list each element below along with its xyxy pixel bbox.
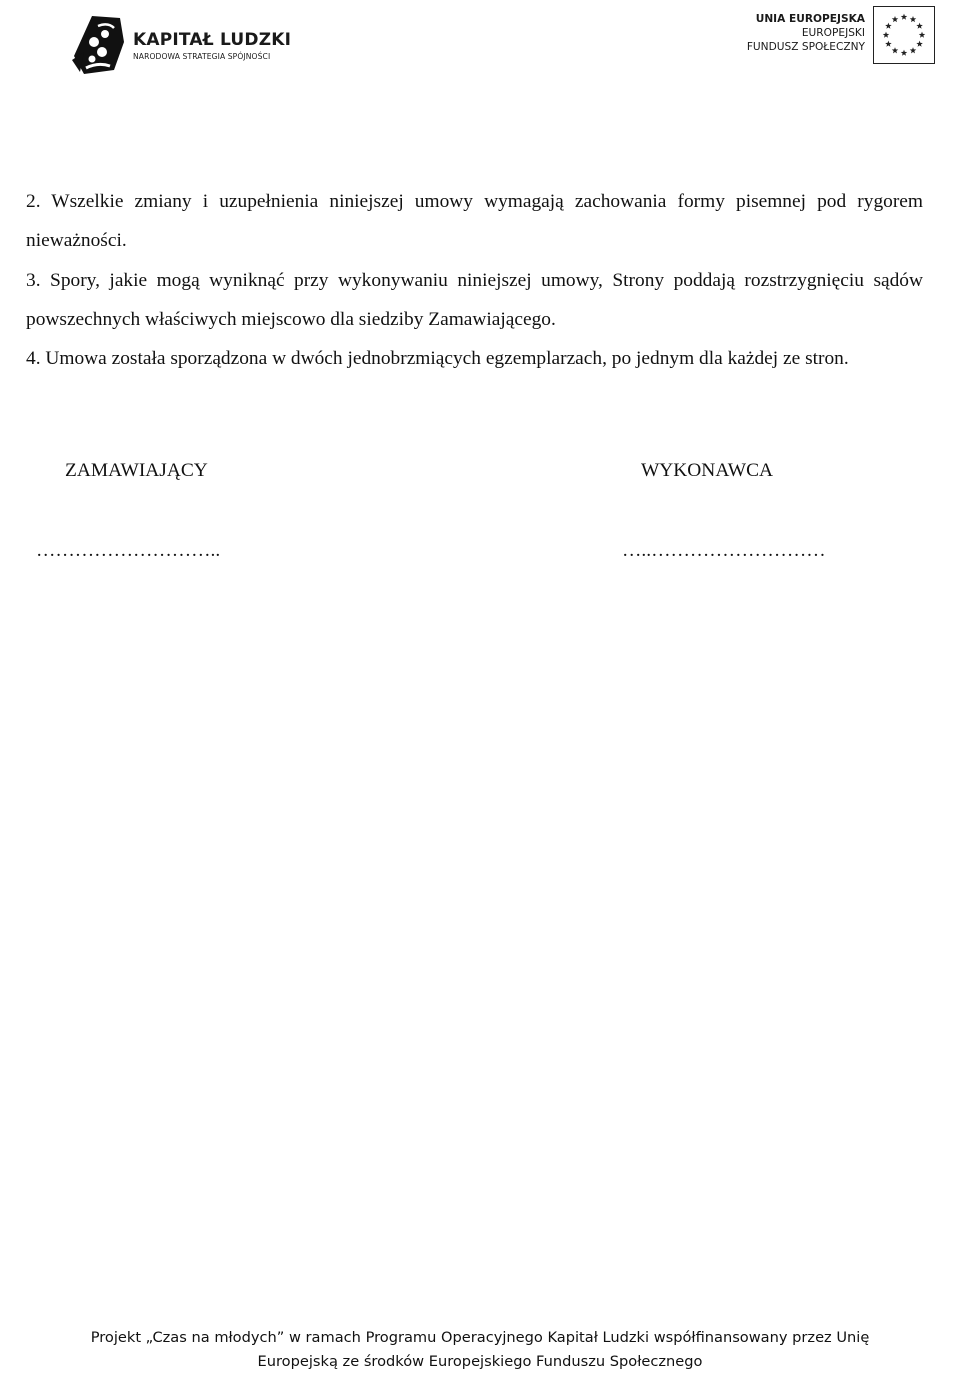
signature-label-orderer: ZAMAWIAJĄCY: [65, 460, 208, 481]
eu-star: [916, 41, 922, 47]
eu-star: [910, 47, 916, 53]
eu-logo-line1: UNIA EUROPEJSKA: [755, 13, 865, 25]
eu-logo-line3: FUNDUSZ SPOŁECZNY: [746, 41, 865, 53]
eu-star: [901, 50, 907, 56]
footer-line-2: Europejską ze środków Europejskiego Funduszu Społecznego: [257, 1353, 703, 1370]
kapital-ludzki-logo: [70, 12, 300, 78]
clause-4: 4. Umowa została sporządzona w dwóch jednobrzmiących egzemplarzach, po jednym dla każdej ze stron.: [26, 348, 849, 370]
signature-line-contractor: …..………………………: [622, 540, 826, 561]
contract-clauses: [26, 182, 923, 378]
eu-star: [885, 23, 891, 29]
eu-star: [910, 16, 916, 22]
kapital-ludzki-subtitle: NARODOWA STRATEGIA SPÓJNOŚCI: [133, 52, 271, 61]
signature-line-orderer: ………………………..: [36, 540, 221, 561]
eu-flag: [873, 6, 935, 64]
eu-star: [883, 32, 889, 38]
eu-logo-text: [747, 12, 865, 54]
eu-logo: [745, 6, 935, 66]
eu-star: [885, 41, 891, 47]
page-footer: [0, 1326, 960, 1374]
footer-line-1: Projekt „Czas na młodych” w ramach Programu Operacyjnego Kapitał Ludzki współfinansowany przez Unię: [90, 1329, 870, 1346]
clause-3: 3. Spory, jakie mogą wyniknąć przy wykonywaniu niniejszej umowy, Strony poddają rozstrzygnięciu sądów powszechnych właściwych miejscowo dla siedziby Zamawiającego.: [26, 269, 923, 330]
eu-star: [916, 23, 922, 29]
eu-star: [892, 47, 898, 53]
eu-logo-line2: EUROPEJSKI: [801, 27, 865, 39]
eu-star: [901, 14, 907, 20]
eu-flag-stars-icon: [874, 7, 934, 63]
clause-2: 2. Wszelkie zmiany i uzupełnienia niniejszej umowy wymagają zachowania formy pisemnej pod rygorem nieważności.: [26, 191, 923, 252]
eu-star: [919, 32, 925, 38]
kapital-ludzki-emblem-icon: [70, 12, 130, 78]
kapital-ludzki-title: KAPITAŁ LUDZKI: [133, 30, 292, 50]
signature-label-contractor: WYKONAWCA: [641, 460, 774, 481]
eu-star: [892, 16, 898, 22]
